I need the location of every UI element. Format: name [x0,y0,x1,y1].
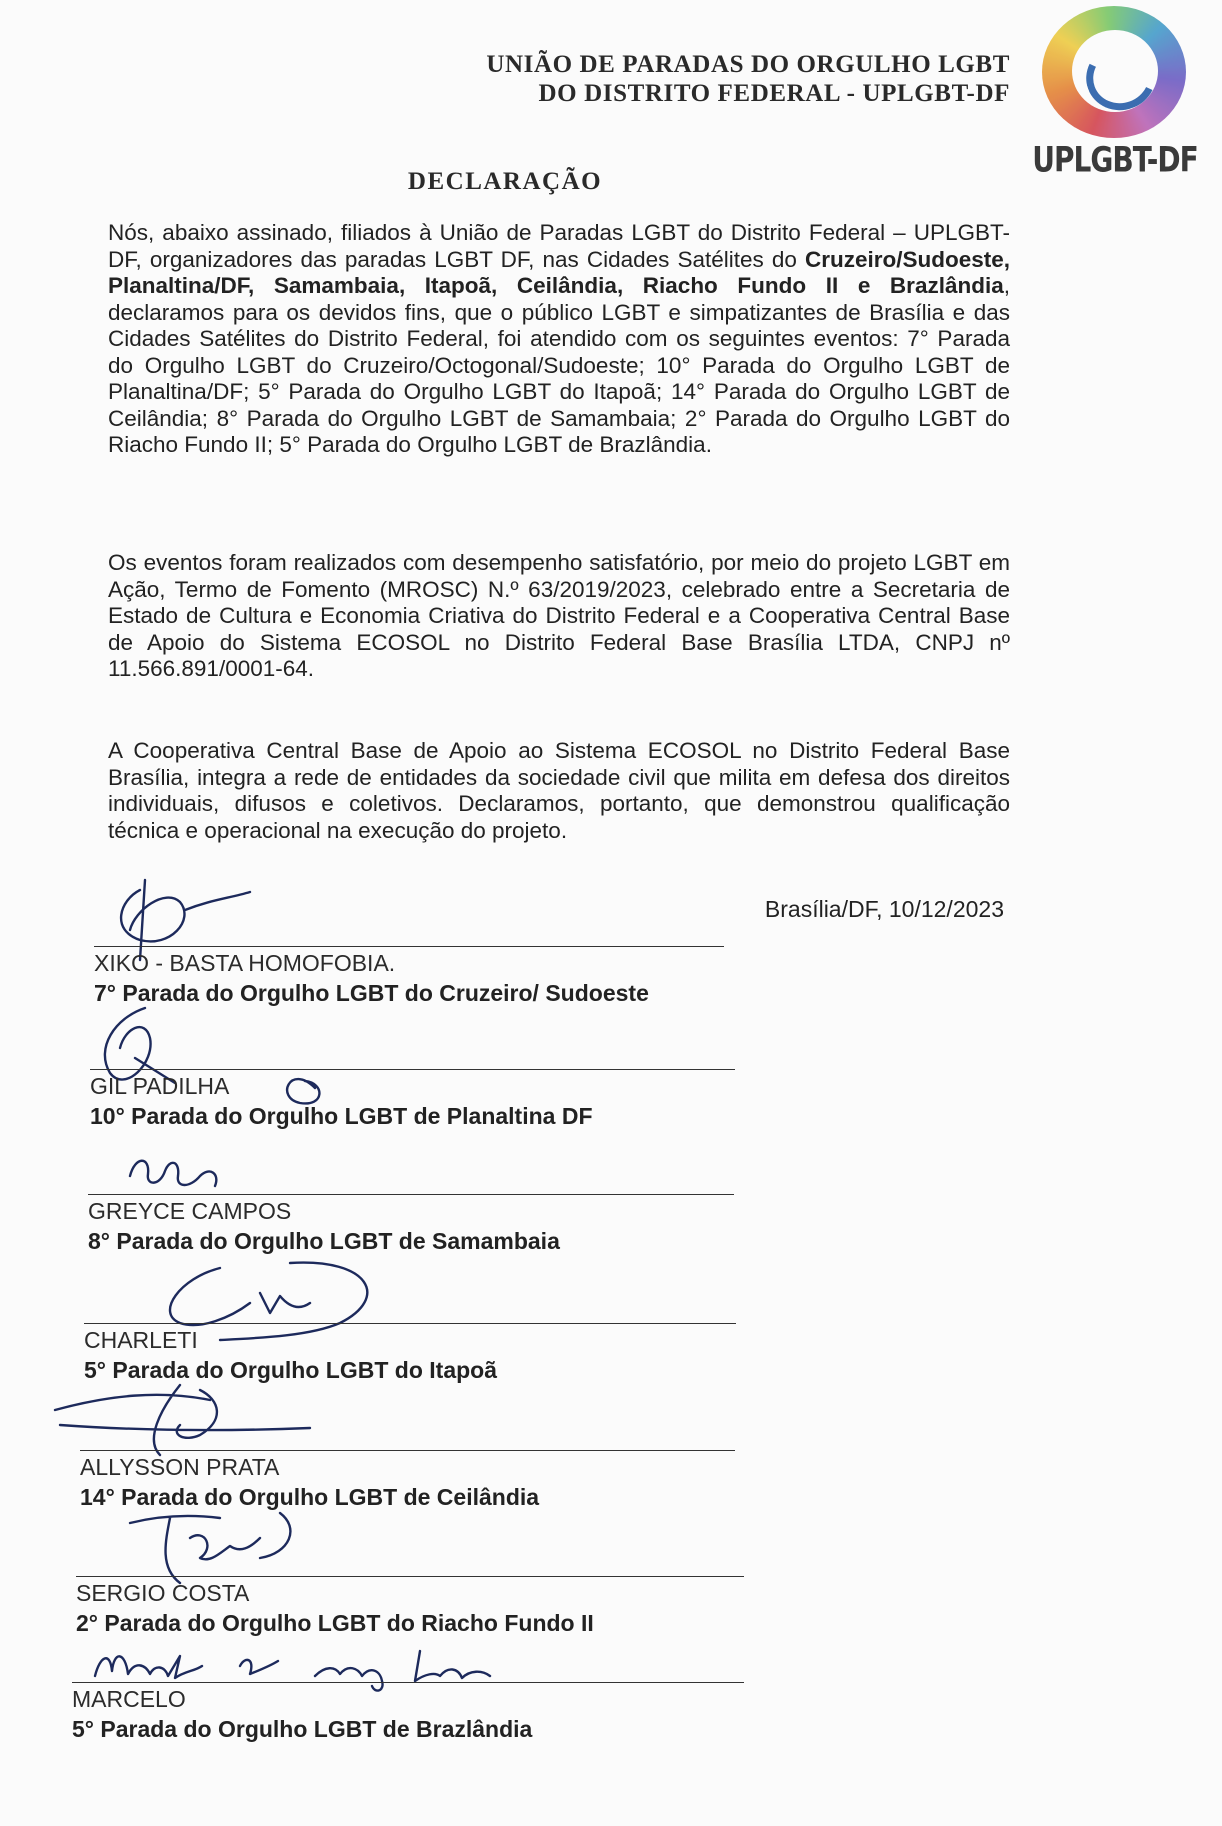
signatory-role: 14° Parada do Orgulho LGBT de Ceilândia [80,1484,540,1510]
signatory-name: GIL PADILHA [90,1073,230,1099]
signatory-role: 2° Parada do Orgulho LGBT do Riacho Fundo II [76,1610,594,1636]
paragraph-project: Os eventos foram realizados com desempenho satisfatório, por meio do projeto LGBT em Ação, Termo de Fomento (MROSC) N.º 63/2019/2023, celebrado entre a Secretaria de Estado de Cultura e Economia Criativa do Distrito Federal e a Cooperativa Central Base de Apoio do Sistema ECOSOL no Distrito Federal Base Brasília LTDA, CNPJ nº 11.566.891/0001-64. [108,550,1010,681]
signatory-name: SERGIO COSTA [76,1580,250,1606]
signatory-name: CHARLETI [84,1327,198,1353]
signatory-name: ALLYSSON PRATA [80,1454,280,1480]
signature-line [76,1576,744,1577]
paragraph-1-rest: , declaramos para os devidos fins, que o público LGBT e simpatizantes de Brasília e das Cidades Satélites do Distrito Federal, foi atendido com os seguintes eventos: 7° Parada do Orgulho LGBT do Cruzeiro/Octogonal/Sudoeste; 10° Parada do Orgulho LGBT de Planaltina/DF; 5° Parada do Orgulho LGBT do Itapoã; 14° Parada do Orgulho LGBT de Ceilândia; 8° Parada do Orgulho LGBT de Samambaia; 2° Parada do Orgulho LGBT do Riacho Fundo II; 5° Parada do Orgulho LGBT de Brazlândia. [108,273,1010,457]
signature-line [72,1682,744,1683]
uplgbt-logo [1030,0,1200,180]
signatory-role: 7° Parada do Orgulho LGBT do Cruzeiro/ Sudoeste [94,980,649,1006]
signatory-role: 5° Parada do Orgulho LGBT do Itapoã [84,1357,498,1383]
organization-title [330,50,1010,108]
date-place-line: Brasília/DF, 10/12/2023 [764,896,1004,922]
paragraph-cooperative: A Cooperativa Central Base de Apoio ao Sistema ECOSOL no Distrito Federal Base Brasília, integra a rede de entidades da sociedade civil que milita em defesa dos direitos individuais, difusos e coletivos. Declaramos, portanto, que demonstrou qualificação técnica e operacional na execução do projeto. [108,738,1010,843]
signature-block [0,1253,1222,1383]
logo-text: UPLGBT-DF [1032,138,1198,181]
signature-line [94,946,724,947]
signatory-name: MARCELO [72,1686,186,1712]
document-title: DECLARAÇÃO [407,168,603,195]
signature-block [0,1508,1222,1636]
signatory-role: 8° Parada do Orgulho LGBT de Samambaia [88,1228,560,1254]
signature-block [0,1380,1222,1510]
signatory-role: 5° Parada do Orgulho LGBT de Brazlândia [72,1716,533,1742]
signature-line [88,1194,734,1195]
signatory-role: 10° Parada do Orgulho LGBT de Planaltina DF [90,1103,593,1129]
paragraph-1-cities: Cruzeiro/Sudoeste, Planaltina/DF, Samambaia, Itapoã, Ceilândia, Riacho Fundo II e Brazlândia [108,246,1010,298]
paragraph-declaration [108,220,1010,459]
signature-block [0,1636,1222,1756]
signature-scribble-icon [100,880,260,960]
signature-line [84,1323,736,1324]
paragraph-1-intro: Nós, abaixo assinado, filiados à União de Paradas LGBT do Distrito Federal – UPLGBT-DF, organizadores das paradas LGBT DF, nas Cidades Satélites do [108,220,1010,272]
signatory-name: GREYCE CAMPOS [88,1198,292,1224]
signature-block [0,880,1222,1006]
signature-line [80,1450,735,1451]
signatory-name: XIKO - BASTA HOMOFOBIA. [94,950,396,976]
org-title-line-1: UNIÃO DE PARADAS DO ORGULHO LGBT [486,51,1010,78]
signature-block [0,1128,1222,1254]
signature-scribble-icon [120,1146,240,1206]
signature-line [90,1069,735,1070]
org-title-line-2: DO DISTRITO FEDERAL - UPLGBT-DF [538,80,1010,107]
signature-block [0,1003,1222,1129]
